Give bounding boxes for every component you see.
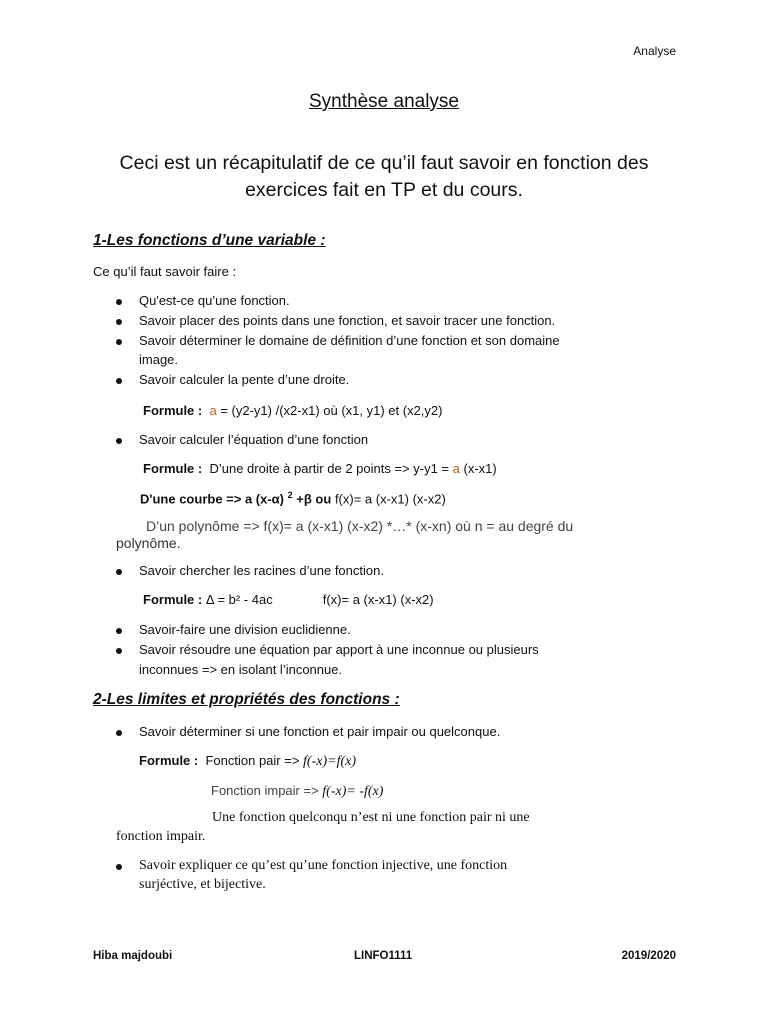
formula-variable-a: a — [209, 403, 217, 418]
formula-label: Formule : — [143, 592, 203, 607]
formula-variable-a: a — [452, 461, 460, 476]
bullet-icon — [116, 864, 122, 870]
section-1-colon: : — [316, 232, 326, 249]
formula-text: D’une droite à partir de 2 points => y-y1 = — [209, 461, 450, 476]
note-line-1: Une fonction quelconqu n’est ni une fonction pair ni une — [212, 810, 530, 825]
bullet-icon — [116, 569, 122, 575]
formula-even — [139, 753, 356, 770]
bullet-icon — [116, 339, 122, 345]
list-item: Savoir expliquer ce qu’est qu’une fonction injective, une fonction — [139, 858, 508, 873]
list-item: Savoir calculer la pente d’une droite. — [139, 372, 350, 387]
formula-line-equation — [143, 461, 497, 476]
formula-text: D'une courbe => a (x-α) — [140, 491, 285, 507]
formula-text: Fonction impair => — [211, 783, 319, 798]
footer-author: Hiba majdoubi — [93, 950, 173, 962]
formula-text: f(x)= a (x-x1) (x-x2) — [334, 491, 446, 507]
list-item-continuation: image. — [139, 352, 179, 367]
section-2-title: 2-Les limites et propriétés des fonctions — [93, 691, 391, 708]
lead-text: Ce qu’il faut savoir faire : — [93, 264, 237, 279]
section-1-heading — [93, 232, 326, 250]
formula-slope — [143, 403, 442, 418]
formula-polynomial-line-1: D’un polynôme => f(x)= a (x-x1) (x-x2) *…* (x-xn) où n = au degré du — [146, 518, 574, 534]
section-2-colon: : — [390, 691, 400, 708]
formula-curve — [140, 490, 446, 506]
bullet-icon — [116, 378, 122, 384]
list-item: Qu'est-ce qu’une fonction. — [139, 293, 290, 308]
list-item-continuation: inconnues => en isolant l’inconnue. — [139, 662, 343, 677]
formula-delta: Δ = b² - 4ac — [205, 592, 273, 607]
list-item-continuation: surjéctive, et bijective. — [139, 877, 266, 892]
formula-math: f(-x)= -f(x) — [322, 784, 384, 799]
bullet-icon — [116, 730, 122, 736]
formula-label: Formule : — [143, 461, 203, 476]
intro-paragraph — [0, 150, 768, 204]
list-item: Savoir résoudre une équation par apport à une inconnue ou plusieurs — [139, 642, 539, 657]
list-item: Savoir déterminer si une fonction et pair impair ou quelconque. — [139, 724, 501, 739]
formula-text: = (y2-y1) /(x2-x1) où (x1, y1) et (x2,y2) — [220, 403, 443, 418]
list-item: Savoir calculer l’équation d’une fonction — [139, 432, 369, 447]
intro-line-2: exercices fait en TP et du cours. — [245, 179, 523, 201]
formula-math: f(-x)=f(x) — [303, 754, 357, 769]
document-title: Synthèse analyse — [309, 91, 459, 112]
header-label: Analyse — [633, 44, 676, 58]
bullet-icon — [116, 648, 122, 654]
bullet-icon — [116, 299, 122, 305]
formula-text: f(x)= a (x-x1) (x-x2) — [322, 592, 434, 607]
list-item: Savoir déterminer le domaine de définition d’une fonction et son domaine — [139, 333, 560, 348]
list-item: Savoir chercher les racines d’une fonction. — [139, 563, 384, 578]
formula-odd — [211, 783, 383, 800]
list-item: Savoir placer des points dans une fonction, et savoir tracer une fonction. — [139, 313, 556, 328]
list-item: Savoir-faire une division euclidienne. — [139, 622, 351, 637]
bullet-icon — [116, 319, 122, 325]
formula-exponent: 2 — [287, 490, 293, 500]
intro-line-1: Ceci est un récapitulatif de ce qu’il faut savoir en fonction des — [119, 152, 649, 174]
bullet-icon — [116, 438, 122, 444]
section-2-heading — [93, 691, 400, 709]
formula-text: +β ou — [296, 491, 332, 507]
formula-roots — [143, 592, 434, 607]
formula-polynomial-line-2: polynôme. — [116, 535, 181, 551]
bullet-icon — [116, 628, 122, 634]
formula-label: Formule : — [139, 753, 199, 768]
section-1-title: 1-Les fonctions d’une variable — [93, 232, 317, 249]
formula-text: (x-x1) — [463, 461, 497, 476]
note-line-2: fonction impair. — [116, 829, 206, 844]
footer-course: LINFO1111 — [354, 950, 413, 962]
formula-text: Fonction pair => — [205, 753, 300, 768]
formula-label: Formule : — [143, 403, 203, 418]
footer-year: 2019/2020 — [621, 950, 676, 962]
